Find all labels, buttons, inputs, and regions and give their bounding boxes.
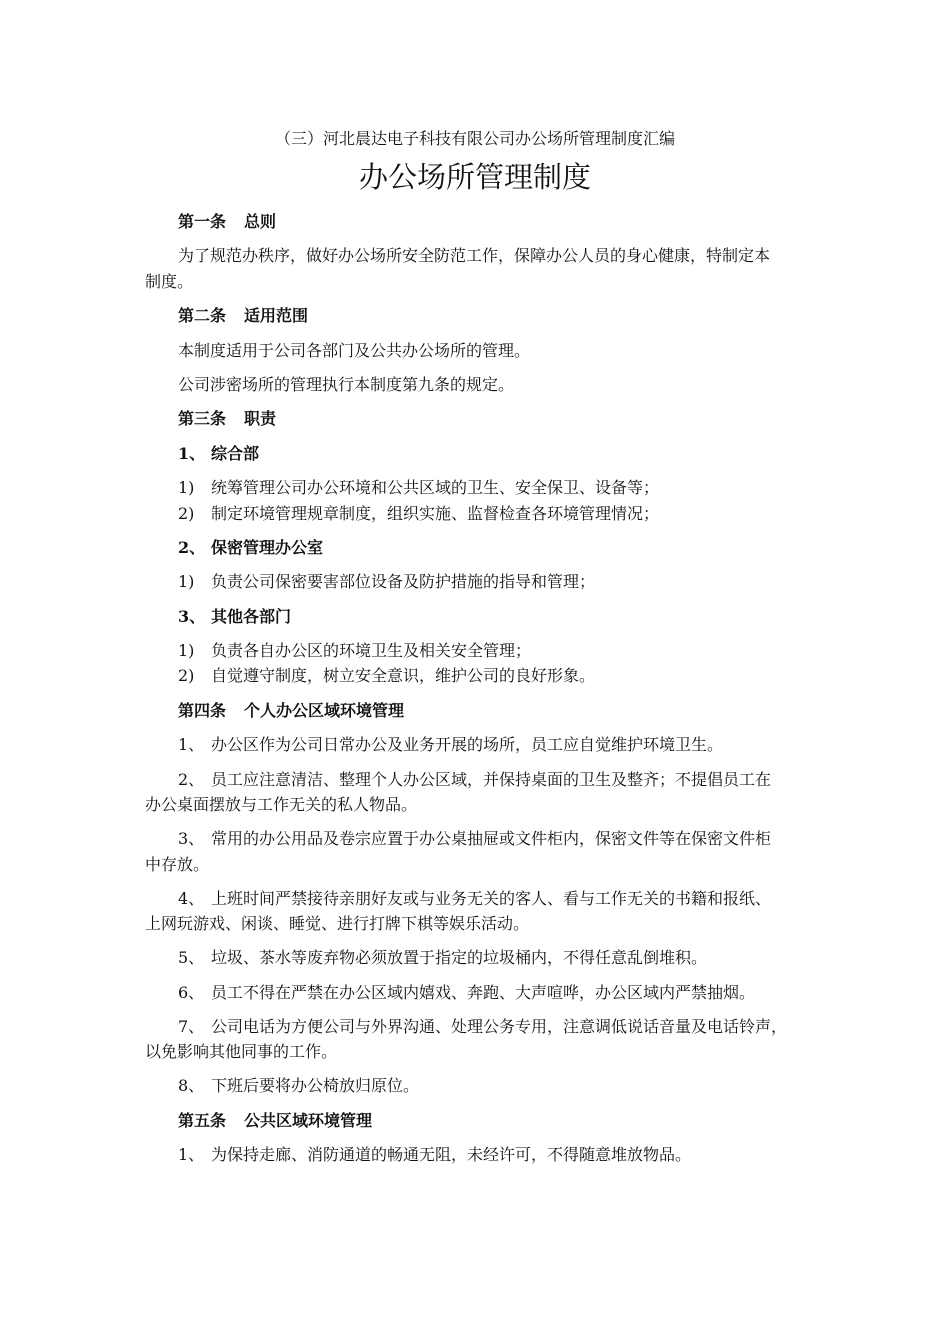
section-heading xyxy=(178,606,291,628)
item-number: 3、 xyxy=(178,829,205,848)
article-5-heading xyxy=(178,1110,372,1132)
article-name: 适用范围 xyxy=(244,306,309,325)
section-number: 3、 xyxy=(178,607,206,626)
list-item xyxy=(178,769,771,791)
paragraph: 公司涉密场所的管理执行本制度第九条的规定。 xyxy=(178,375,515,394)
section-heading xyxy=(178,537,323,559)
article-name: 职责 xyxy=(244,409,277,428)
section-number: 2、 xyxy=(178,538,206,557)
paragraph: 为了规范办秩序，做好办公场所安全防范工作，保障办公人员的身心健康，特制定本 xyxy=(178,246,771,265)
item-number: 1、 xyxy=(178,1145,205,1164)
item-text: 员工应注意清洁、整理个人办公区域，并保持桌面的卫生及整齐；不提倡员工在 xyxy=(211,770,772,789)
section-heading xyxy=(178,443,259,465)
item-text: 员工不得在严禁在办公区域内嬉戏、奔跑、大声喧哗，办公区域内严禁抽烟。 xyxy=(211,983,756,1002)
document-subtitle: （三）河北晨达电子科技有限公司办公场所管理制度汇编 xyxy=(274,129,675,148)
list-item xyxy=(178,1144,691,1166)
item-text: 统筹管理公司办公环境和公共区域的卫生、安全保卫、设备等； xyxy=(211,478,660,497)
item-text: 负责各自办公区的环境卫生及相关安全管理； xyxy=(211,641,532,660)
document-title: 办公场所管理制度 xyxy=(358,160,591,194)
article-number: 第五条 xyxy=(178,1111,227,1130)
item-text: 办公区作为公司日常办公及业务开展的场所，员工应自觉维护环境卫生。 xyxy=(211,735,724,754)
article-name: 总则 xyxy=(244,212,277,231)
list-item xyxy=(178,571,595,593)
item-number: 5、 xyxy=(178,948,205,967)
item-number: 1) xyxy=(178,641,195,660)
list-item-continuation: 办公桌面摆放与工作无关的私人物品。 xyxy=(145,795,418,814)
section-title: 综合部 xyxy=(211,444,260,463)
item-number: 8、 xyxy=(178,1076,205,1095)
section-title: 保密管理办公室 xyxy=(211,538,324,557)
paragraph: 本制度适用于公司各部门及公共办公场所的管理。 xyxy=(178,341,531,360)
list-item xyxy=(178,503,659,525)
list-item xyxy=(178,665,595,687)
paragraph-continuation: 制度。 xyxy=(145,272,194,291)
list-item xyxy=(178,982,755,1004)
article-name: 公共区域环境管理 xyxy=(244,1111,373,1130)
item-number: 2) xyxy=(178,504,195,523)
list-item xyxy=(178,828,771,850)
item-number: 1) xyxy=(178,572,195,591)
section-title: 其他各部门 xyxy=(211,607,292,626)
item-number: 2) xyxy=(178,666,195,685)
item-text: 自觉遵守制度，树立安全意识，维护公司的良好形象。 xyxy=(211,666,596,685)
article-number: 第一条 xyxy=(178,212,227,231)
list-item-continuation: 中存放。 xyxy=(145,855,210,874)
item-number: 7、 xyxy=(178,1017,205,1036)
item-number: 4、 xyxy=(178,889,205,908)
item-text: 制定环境管理规章制度，组织实施、监督检查各环境管理情况； xyxy=(211,504,660,523)
list-item xyxy=(178,888,771,910)
item-text: 常用的办公用品及卷宗应置于办公桌抽屉或文件柜内，保密文件等在保密文件柜 xyxy=(211,829,772,848)
item-number: 1) xyxy=(178,478,195,497)
list-item xyxy=(178,734,723,756)
item-number: 1、 xyxy=(178,735,205,754)
list-item-continuation: 上网玩游戏、闲谈、睡觉、进行打牌下棋等娱乐活动。 xyxy=(145,914,530,933)
list-item xyxy=(178,1016,787,1038)
item-text: 公司电话为方便公司与外界沟通、处理公务专用，注意调低说话音量及电话铃声， xyxy=(211,1017,788,1036)
article-1-heading xyxy=(178,211,276,233)
list-item-continuation: 以免影响其他同事的工作。 xyxy=(145,1042,338,1061)
article-name: 个人办公区域环境管理 xyxy=(244,701,405,720)
section-number: 1、 xyxy=(178,444,206,463)
article-number: 第四条 xyxy=(178,701,227,720)
item-text: 为保持走廊、消防通道的畅通无阻，未经许可，不得随意堆放物品。 xyxy=(211,1145,692,1164)
item-text: 上班时间严禁接待亲朋好友或与业务无关的客人、看与工作无关的书籍和报纸、 xyxy=(211,889,772,908)
article-number: 第二条 xyxy=(178,306,227,325)
list-item xyxy=(178,477,659,499)
item-text: 垃圾、茶水等废弃物必须放置于指定的垃圾桶内，不得任意乱倒堆积。 xyxy=(211,948,708,967)
item-text: 下班后要将办公椅放归原位。 xyxy=(211,1076,420,1095)
list-item xyxy=(178,640,531,662)
article-2-heading xyxy=(178,305,308,327)
item-number: 2、 xyxy=(178,770,205,789)
list-item xyxy=(178,947,707,969)
item-text: 负责公司保密要害部位设备及防护措施的指导和管理； xyxy=(211,572,596,591)
item-number: 6、 xyxy=(178,983,205,1002)
article-3-heading xyxy=(178,408,276,430)
list-item xyxy=(178,1075,419,1097)
article-4-heading xyxy=(178,700,404,722)
article-number: 第三条 xyxy=(178,409,227,428)
